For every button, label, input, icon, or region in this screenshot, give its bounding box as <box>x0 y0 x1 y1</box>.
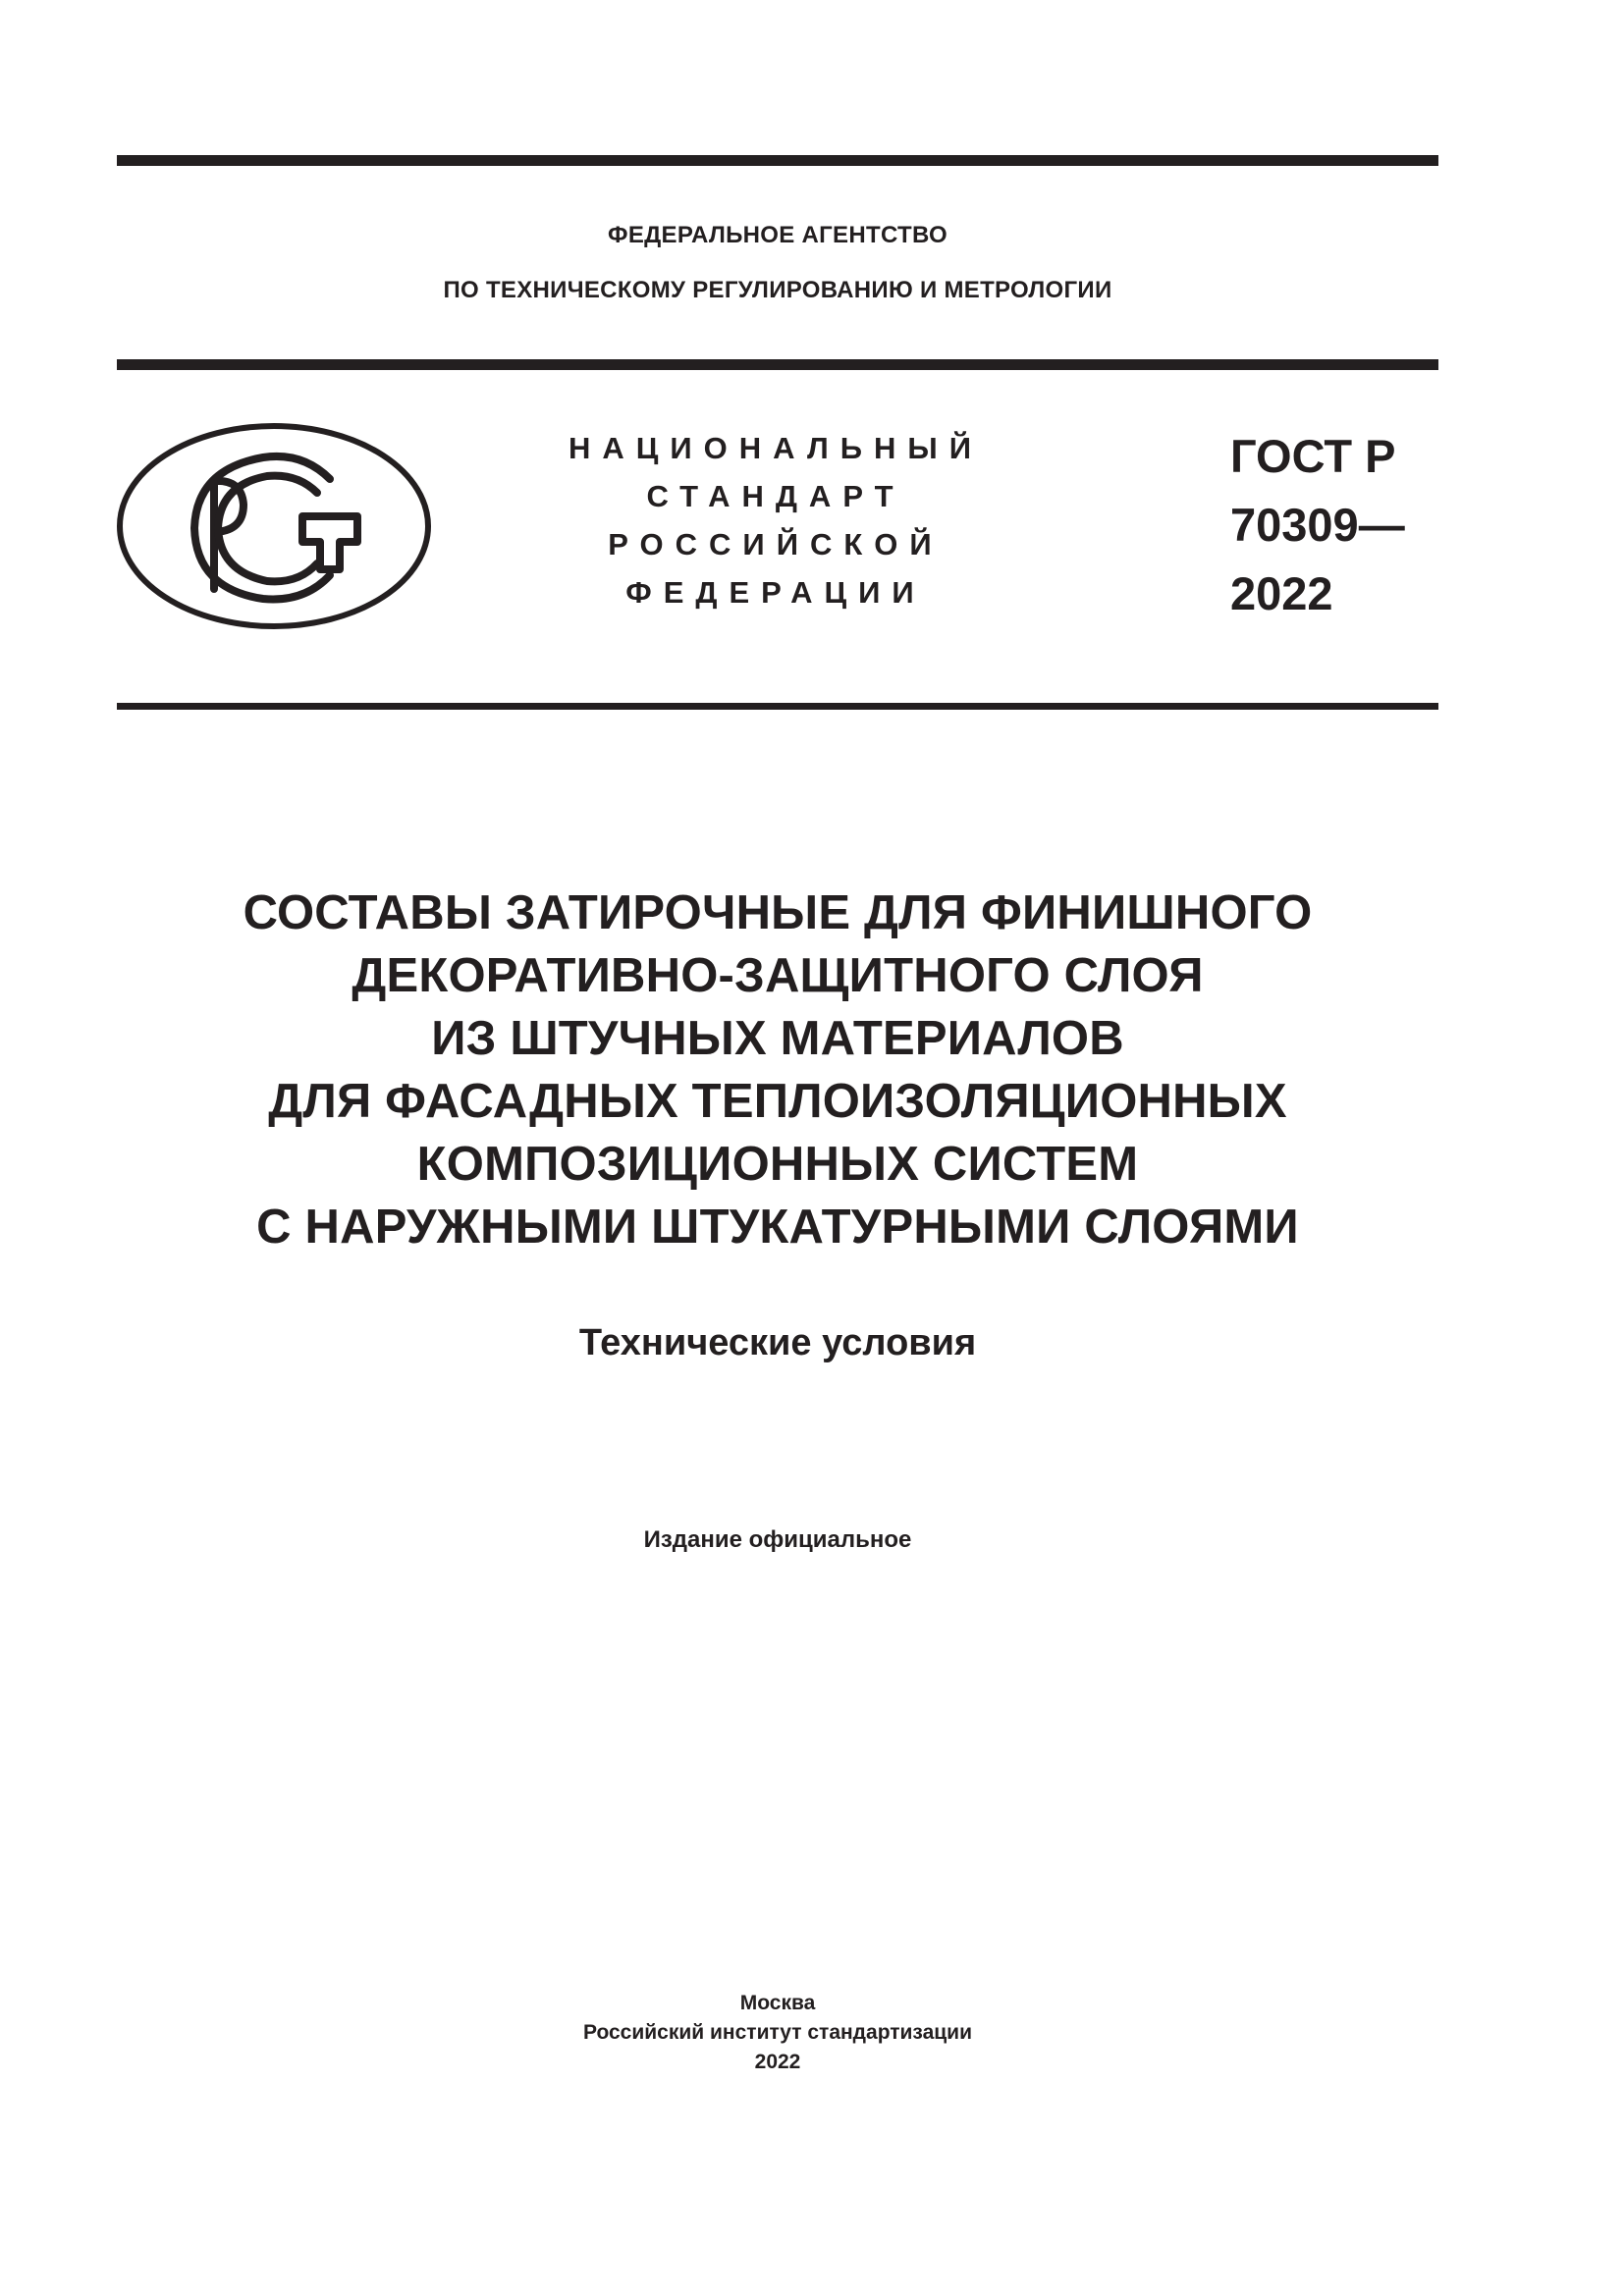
designation-line: ГОСТ Р <box>1230 430 1396 482</box>
title-line: С НАРУЖНЫМИ ШТУКАТУРНЫМИ СЛОЯМИ <box>256 1201 1299 1254</box>
title-line: КОМПОЗИЦИОННЫХ СИСТЕМ <box>416 1138 1139 1191</box>
title-line: ДЕКОРАТИВНО-ЗАЩИТНОГО СЛОЯ <box>352 949 1204 1002</box>
standard-type <box>550 424 1001 616</box>
header-rule <box>117 359 1438 370</box>
edition-note: Издание официальное <box>643 1526 912 1553</box>
standard-type-line: НАЦИОНАЛЬНЫЙ <box>568 431 984 465</box>
title-line: ИЗ ШТУЧНЫХ МАТЕРИАЛОВ <box>431 1012 1124 1065</box>
standard-designation <box>1230 422 1405 628</box>
imprint-publisher: Российский институт стандартизации <box>582 2021 973 2044</box>
section-rule <box>117 703 1438 710</box>
standard-type-line: СТАНДАРТ <box>646 479 905 513</box>
imprint-year: 2022 <box>754 2051 801 2073</box>
designation-line: 2022 <box>1230 567 1333 619</box>
rst-logo-icon <box>116 422 432 630</box>
top-rule <box>117 155 1438 166</box>
agency-name-line-2: ПО ТЕХНИЧЕСКОМУ РЕГУЛИРОВАНИЮ И МЕТРОЛОГИИ <box>443 277 1112 303</box>
title-line: СОСТАВЫ ЗАТИРОЧНЫЕ ДЛЯ ФИНИШНОГО <box>243 886 1313 939</box>
agency-name-line-1: ФЕДЕРАЛЬНОЕ АГЕНТСТВО <box>608 222 947 248</box>
standard-type-line: ФЕДЕРАЦИИ <box>625 575 926 610</box>
imprint-city: Москва <box>739 1992 816 2014</box>
document-title <box>117 881 1438 1258</box>
document-subtitle: Технические условия <box>578 1322 977 1363</box>
title-line: ДЛЯ ФАСАДНЫХ ТЕПЛОИЗОЛЯЦИОННЫХ <box>268 1075 1287 1128</box>
designation-line: 70309— <box>1230 499 1405 551</box>
standard-type-line: РОССИЙСКОЙ <box>608 527 944 561</box>
imprint <box>117 1989 1438 2077</box>
